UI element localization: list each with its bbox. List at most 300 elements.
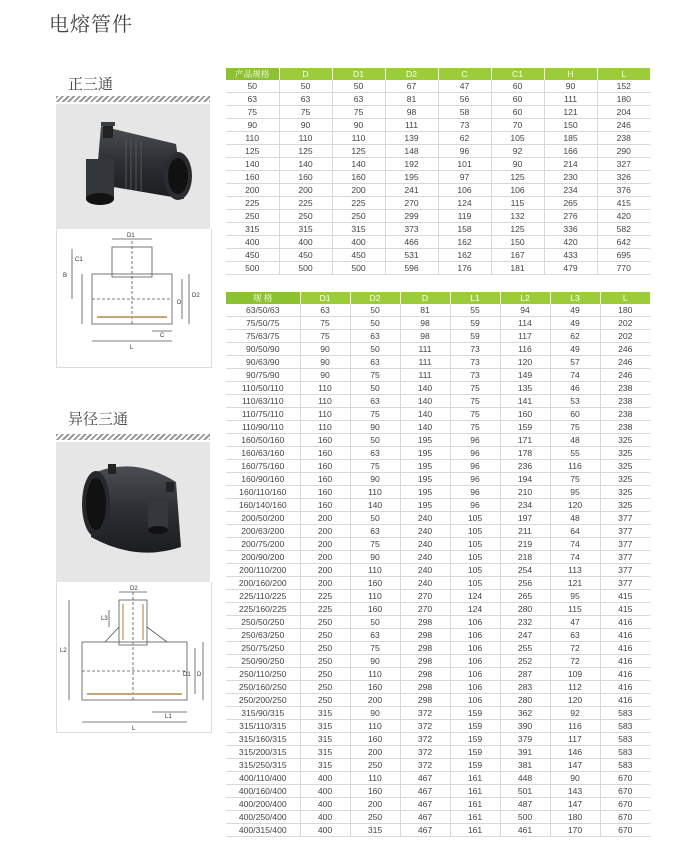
page-title: 电熔管件 [49,14,133,36]
table-cell: 180 [600,304,650,317]
table-cell: 90 [350,707,400,720]
table-cell: 105 [450,551,500,564]
table-cell: 200/63/200 [226,525,300,538]
table-cell: 362 [500,707,550,720]
label-d: D [197,672,202,678]
table-cell: 225/160/225 [226,603,300,616]
table-cell: 55 [550,447,600,460]
table-cell: 75 [450,421,500,434]
table-cell: 670 [600,811,650,824]
table-cell: 200/160/200 [226,577,300,590]
table-cell: 381 [500,759,550,772]
table-cell: 247 [500,629,550,642]
table-cell: 120 [550,499,600,512]
table-cell: 140 [350,499,400,512]
table-cell: 280 [500,694,550,707]
table-cell: 298 [400,629,450,642]
table-cell: 106 [450,694,500,707]
table-cell: 200/110/200 [226,564,300,577]
table-cell: 200 [300,538,350,551]
table-row [226,642,650,655]
table-cell: 106 [450,642,500,655]
table-cell: 171 [500,434,550,447]
table-cell: 96 [450,499,500,512]
table-cell: 250 [300,668,350,681]
table-row [226,668,650,681]
label-l: L [130,345,134,351]
table-cell: 75 [332,106,385,119]
table-row [226,785,650,798]
table-cell: 450 [279,249,332,262]
table-cell: 73 [450,369,500,382]
table-cell: 325 [600,499,650,512]
table-cell: 461 [500,824,550,837]
table-cell: 160/50/160 [226,434,300,447]
table-cell: 90/75/90 [226,369,300,382]
equal-tee-drawing [56,229,212,368]
table-cell: 63 [550,629,600,642]
table-cell: 96 [450,434,500,447]
table-cell: 178 [500,447,550,460]
table-cell: 67 [385,80,438,93]
table-cell: 210 [500,486,550,499]
table-cell: 105 [450,564,500,577]
table-cell: 110 [300,408,350,421]
table-cell: 583 [600,720,650,733]
table-cell: 75 [350,538,400,551]
table-cell: 166 [544,145,597,158]
table-cell: 315/90/315 [226,707,300,720]
table-cell: 250 [332,210,385,223]
table-cell: 298 [400,642,450,655]
table-cell: 140 [332,158,385,171]
table-cell: 115 [550,603,600,616]
table-cell: 90/50/90 [226,343,300,356]
table-cell: 90 [300,343,350,356]
table-cell: 75 [350,460,400,473]
table-cell: 90 [491,158,544,171]
table-cell: 149 [500,369,550,382]
table-cell: 121 [544,106,597,119]
table-cell: 110 [226,132,279,145]
table-cell: 234 [500,499,550,512]
table-cell: 161 [450,824,500,837]
table-cell: 75 [550,421,600,434]
table-cell: 200 [226,184,279,197]
table-cell: 161 [450,785,500,798]
column-header: D2 [385,68,438,80]
label-l1: L1 [165,714,172,720]
table-cell: 90 [300,356,350,369]
table-cell: 500 [226,262,279,275]
table-cell: 283 [500,681,550,694]
table-cell: 246 [600,356,650,369]
table-cell: 211 [500,525,550,538]
table-cell: 125 [332,145,385,158]
column-header: 产品规格 [226,68,279,80]
table-cell: 192 [385,158,438,171]
table-cell: 150 [544,119,597,132]
table-cell: 159 [450,720,500,733]
table-cell: 240 [400,577,450,590]
table-cell: 63 [350,330,400,343]
table-cell: 400 [300,785,350,798]
table-row [226,499,650,512]
table-row [226,551,650,564]
table-cell: 105 [491,132,544,145]
table-cell: 159 [450,707,500,720]
table-cell: 90 [300,369,350,382]
table-cell: 57 [550,356,600,369]
table-row [226,317,650,330]
table-cell: 770 [597,262,650,275]
table-cell: 336 [544,223,597,236]
table-cell: 60 [491,106,544,119]
table-cell: 147 [550,759,600,772]
table-cell: 298 [400,681,450,694]
table-cell: 75 [550,473,600,486]
label-d2: D2 [192,293,200,299]
table-cell: 110 [350,720,400,733]
table-cell: 467 [400,811,450,824]
table-row [226,106,650,119]
table-row [226,512,650,525]
table-cell: 250/63/250 [226,629,300,642]
table-cell: 95 [550,590,600,603]
reducing-tee-spec-table [226,292,650,837]
table-row [226,473,650,486]
table-cell: 416 [600,642,650,655]
table-cell: 115 [491,197,544,210]
table-cell: 64 [550,525,600,538]
table-cell: 121 [550,577,600,590]
table-cell: 315 [300,759,350,772]
table-cell: 105 [450,512,500,525]
table-cell: 105 [450,538,500,551]
table-cell: 238 [597,132,650,145]
table-cell: 90 [550,772,600,785]
table-cell: 50 [350,616,400,629]
table-cell: 56 [438,93,491,106]
table-cell: 195 [400,434,450,447]
table-cell: 132 [491,210,544,223]
table-cell: 49 [550,317,600,330]
table-cell: 81 [400,304,450,317]
equal-tee-photo [56,104,210,229]
table-cell: 180 [550,811,600,824]
table-cell: 415 [600,603,650,616]
table-cell: 113 [550,564,600,577]
table-cell: 117 [500,330,550,343]
table-row [226,158,650,171]
table-cell: 110/90/110 [226,421,300,434]
table-cell: 280 [500,603,550,616]
table-cell: 400 [300,772,350,785]
table-cell: 315 [300,746,350,759]
table-cell: 420 [597,210,650,223]
table-cell: 120 [550,694,600,707]
table-cell: 170 [550,824,600,837]
table-cell: 125 [279,145,332,158]
table-row [226,197,650,210]
table-cell: 135 [500,382,550,395]
table-cell: 450 [226,249,279,262]
table-cell: 325 [600,486,650,499]
table-cell: 106 [450,616,500,629]
table-cell: 225 [279,197,332,210]
table-cell: 416 [600,655,650,668]
table-cell: 160 [300,473,350,486]
table-cell: 60 [491,80,544,93]
table-cell: 315 [332,223,385,236]
table-cell: 50 [279,80,332,93]
table-cell: 202 [600,330,650,343]
table-cell: 116 [500,343,550,356]
table-cell: 111 [385,119,438,132]
table-cell: 111 [400,343,450,356]
table-cell: 583 [600,746,650,759]
table-cell: 94 [500,304,550,317]
label-d1: D1 [127,233,135,239]
column-header: L2 [500,292,550,304]
table-cell: 74 [550,538,600,551]
table-cell: 50 [350,512,400,525]
table-cell: 73 [450,343,500,356]
table-cell: 670 [600,772,650,785]
table-cell: 63/50/63 [226,304,300,317]
table-cell: 200 [300,564,350,577]
table-cell: 327 [597,158,650,171]
table-cell: 695 [597,249,650,262]
table-cell: 325 [600,434,650,447]
section-title-equal-tee: 正三通 [68,76,114,93]
table-cell: 326 [597,171,650,184]
table-cell: 160 [350,577,400,590]
table-cell: 200 [300,551,350,564]
column-header: D1 [332,68,385,80]
table-cell: 160 [350,733,400,746]
table-cell: 236 [500,460,550,473]
table-cell: 159 [450,733,500,746]
table-cell: 62 [438,132,491,145]
table-row [226,343,650,356]
table-cell: 60 [550,408,600,421]
table-cell: 63 [350,356,400,369]
table-cell: 250 [279,210,332,223]
table-cell: 50 [226,80,279,93]
table-row [226,236,650,249]
table-cell: 225 [332,197,385,210]
table-cell: 90/63/90 [226,356,300,369]
table-cell: 60 [491,93,544,106]
label-l3: L3 [101,616,108,622]
column-header: 规 格 [226,292,300,304]
table-cell: 97 [438,171,491,184]
table-row [226,616,650,629]
equal-tee-spec-table [226,68,650,275]
table-cell: 583 [600,733,650,746]
table-cell: 111 [400,356,450,369]
table-cell: 372 [400,733,450,746]
table-cell: 377 [600,538,650,551]
table-cell: 160 [226,171,279,184]
table-cell: 90 [544,80,597,93]
table-cell: 63 [350,525,400,538]
table-cell: 50 [350,317,400,330]
table-cell: 467 [400,785,450,798]
table-cell: 270 [400,603,450,616]
table-cell: 238 [600,395,650,408]
table-cell: 125 [226,145,279,158]
table-row [226,382,650,395]
table-row [226,564,650,577]
table-row [226,210,650,223]
label-b: B [63,273,68,279]
table-row [226,460,650,473]
table-cell: 75 [450,408,500,421]
label-l: L [132,726,136,732]
table-cell: 110/75/110 [226,408,300,421]
table-cell: 250/90/250 [226,655,300,668]
table-cell: 46 [550,382,600,395]
table-cell: 75 [350,369,400,382]
table-cell: 160 [300,486,350,499]
label-d: D [177,300,182,306]
table-cell: 240 [400,538,450,551]
table-cell: 160/110/160 [226,486,300,499]
table-cell: 101 [438,158,491,171]
table-cell: 372 [400,759,450,772]
table-cell: 315 [300,707,350,720]
table-cell: 159 [450,759,500,772]
table-cell: 670 [600,824,650,837]
table-cell: 160/90/160 [226,473,300,486]
table-cell: 124 [450,590,500,603]
table-cell: 238 [600,421,650,434]
table-cell: 416 [600,629,650,642]
table-cell: 250 [350,759,400,772]
table-cell: 204 [597,106,650,119]
table-cell: 63 [350,629,400,642]
table-cell: 96 [450,447,500,460]
table-cell: 250 [350,811,400,824]
table-cell: 642 [597,236,650,249]
table-cell: 90 [332,119,385,132]
table-cell: 73 [438,119,491,132]
table-cell: 160 [279,171,332,184]
table-cell: 110 [350,564,400,577]
table-cell: 299 [385,210,438,223]
table-cell: 124 [450,603,500,616]
table-cell: 75 [300,317,350,330]
table-cell: 162 [438,249,491,262]
table-cell: 400/160/400 [226,785,300,798]
table-cell: 90 [350,551,400,564]
table-cell: 50 [350,382,400,395]
table-cell: 265 [544,197,597,210]
table-cell: 140 [400,395,450,408]
table-cell: 50 [332,80,385,93]
table-cell: 70 [491,119,544,132]
table-cell: 81 [385,93,438,106]
table-cell: 400/250/400 [226,811,300,824]
table-cell: 48 [550,512,600,525]
table-cell: 250/160/250 [226,681,300,694]
table-cell: 250 [300,629,350,642]
table-cell: 161 [450,772,500,785]
table-cell: 160 [500,408,550,421]
table-cell: 315 [279,223,332,236]
table-cell: 250/75/250 [226,642,300,655]
table-cell: 246 [597,119,650,132]
table-cell: 500 [279,262,332,275]
table-cell: 241 [385,184,438,197]
table-cell: 200 [350,798,400,811]
table-cell: 106 [450,629,500,642]
table-cell: 90 [226,119,279,132]
table-cell: 325 [600,447,650,460]
table-cell: 110 [350,668,400,681]
table-cell: 47 [550,616,600,629]
table-cell: 50 [350,343,400,356]
table-row [226,590,650,603]
table-cell: 415 [600,590,650,603]
table-cell: 250 [300,681,350,694]
table-cell: 75 [450,395,500,408]
table-cell: 315 [300,720,350,733]
table-cell: 48 [550,434,600,447]
table-cell: 140 [400,382,450,395]
table-cell: 160/63/160 [226,447,300,460]
table-cell: 195 [400,486,450,499]
table-cell: 160 [350,603,400,616]
table-cell: 200 [300,512,350,525]
table-cell: 583 [600,707,650,720]
table-cell: 160/75/160 [226,460,300,473]
table-cell: 250 [300,655,350,668]
table-cell: 501 [500,785,550,798]
table-cell: 265 [500,590,550,603]
table-cell: 416 [600,681,650,694]
table-cell: 160/140/160 [226,499,300,512]
table-cell: 152 [597,80,650,93]
table-row [226,733,650,746]
table-cell: 315 [300,733,350,746]
table-cell: 202 [600,317,650,330]
table-cell: 105 [450,525,500,538]
table-cell: 90 [350,655,400,668]
table-cell: 159 [500,421,550,434]
table-cell: 59 [450,330,500,343]
table-cell: 450 [332,249,385,262]
table-cell: 195 [385,171,438,184]
table-cell: 219 [500,538,550,551]
table-cell: 400 [226,236,279,249]
table-cell: 467 [400,824,450,837]
table-cell: 325 [600,473,650,486]
table-row [226,746,650,759]
section-divider [56,96,210,102]
table-cell: 119 [438,210,491,223]
reducing-tee-photo [56,442,210,582]
table-cell: 246 [600,343,650,356]
table-row [226,681,650,694]
table-cell: 55 [450,304,500,317]
table-row [226,395,650,408]
table-row [226,798,650,811]
table-cell: 195 [400,499,450,512]
table-cell: 218 [500,551,550,564]
